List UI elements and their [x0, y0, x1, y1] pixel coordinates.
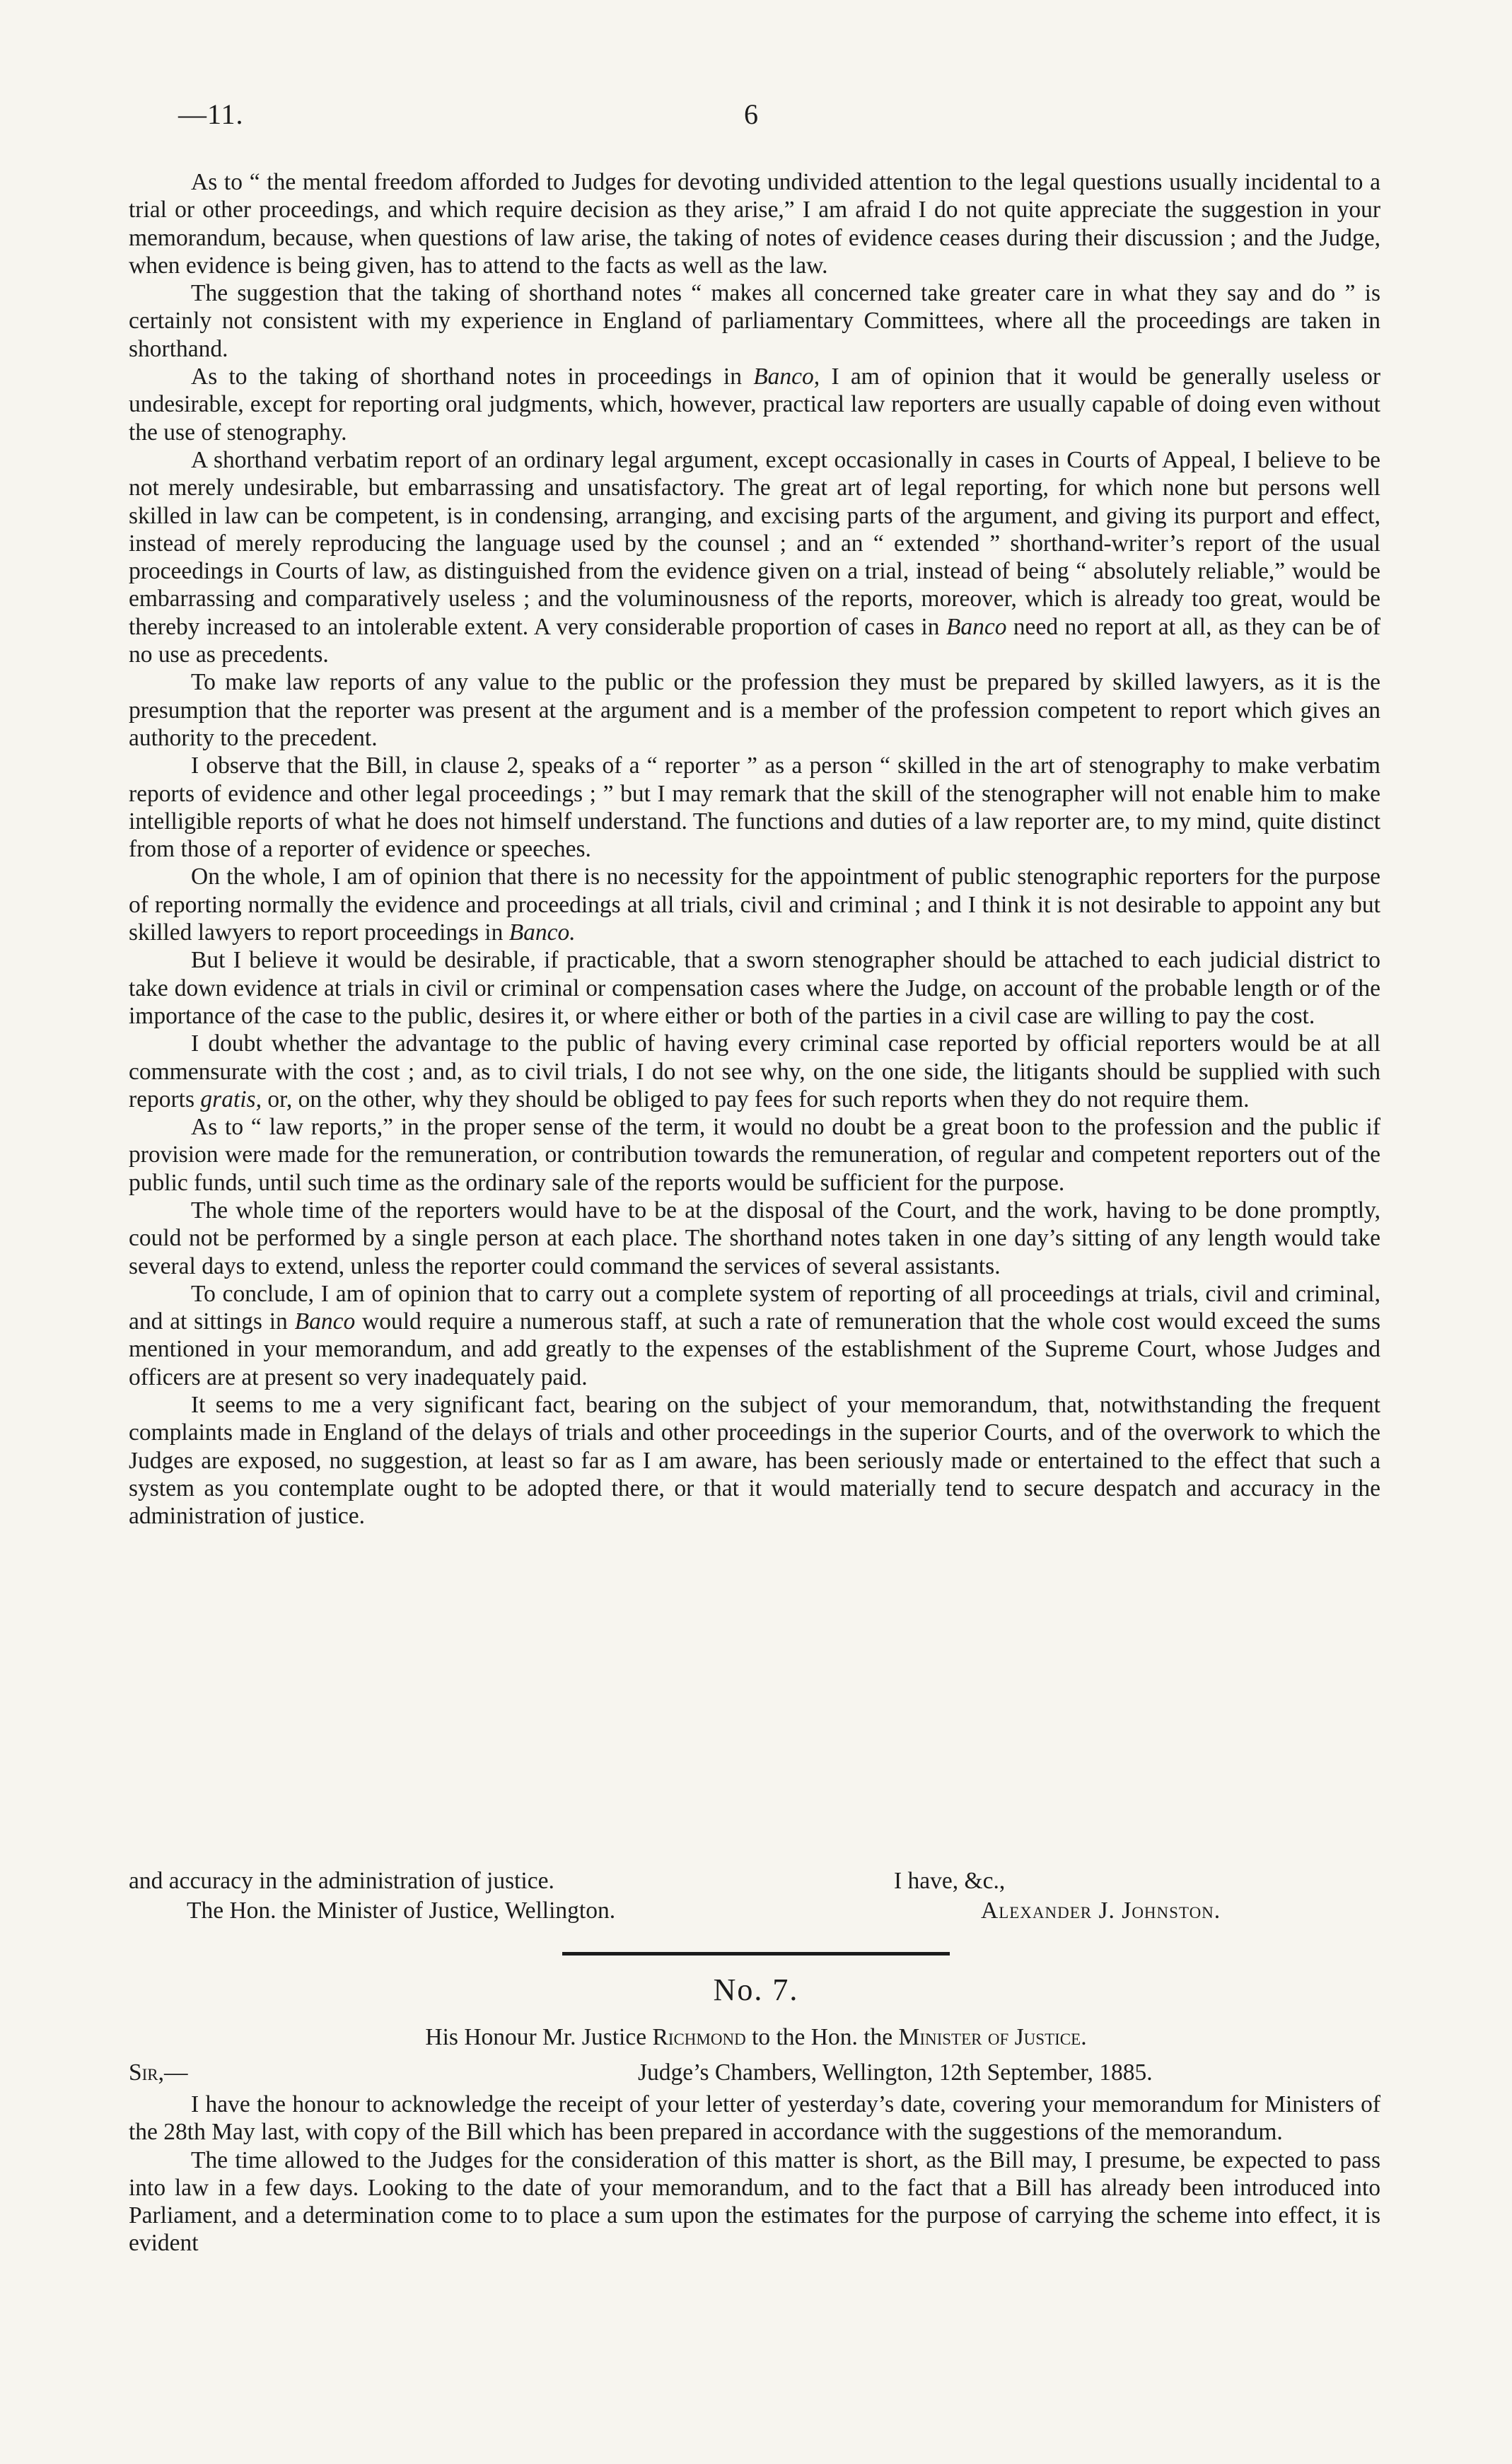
recipient-title: Minister of Justice [898, 2024, 1081, 2050]
paragraph: I observe that the Bill, in clause 2, speaks of a “ reporter ” as a person “ skilled in the art of stenography to make verbatim reports of evidence and other legal proceedings ; ” but I may remark that the skill of the stenographer will not enable him to make intelligible reports of what he does not himself understand. The functions and duties of a law reporter are, to my mind, quite distinct from those of a reporter of evidence or speeches. [129, 752, 1380, 863]
letter-body [129, 2091, 1380, 2257]
paragraph: It seems to me a very significant fact, bearing on the subject of your memorandum, that, notwithstanding the frequent complaints made in England of the delays of trials and other proceedings in the superior Courts, and of the overwork to which the Judges are exposed, no suggestion, at least so far as I am aware, has been seriously made or entertained to the effect that such a system as you contemplate ought to be adopted there, or that it would materially tend to secure despatch and accuracy in the administration of justice. [129, 1392, 1380, 1530]
salutation-dateline [129, 2059, 1380, 2089]
paragraph: As to “ the mental freedom afforded to Judges for devoting undivided attention to the legal questions usually incidental to a trial or other proceedings, and which require decision as they arise,” I am afraid I do not quite appreciate the suggestion in your memorandum, because, when questions of law arise, the taking of notes of evidence ceases during their discussion ; and the Judge, when evidence is being given, has to attend to the facts as well as the law. [129, 169, 1380, 279]
addressee: The Hon. the Minister of Justice, Wellington. [187, 1898, 616, 1924]
paragraph: The time allowed to the Judges for the consideration of this matter is short, as the Bill may, I presume, be expected to pass into law in a few days. Looking to the date of your memorandum, and to the fact that a Bill has already been introduced into Parliament, and a determination come to to place a sum upon the estimates for the purpose of carrying the scheme into effect, it is evident [129, 2146, 1380, 2257]
document-reference: —11. [178, 98, 244, 130]
paragraph: The whole time of the reporters would have to be at the disposal of the Court, and the work, having to be done promptly, could not be performed by a single person at each place. The shorthand notes taken in one day’s sitting of any length would take several days to extend, unless the reporter could command the services of several assistants. [129, 1197, 1380, 1279]
running-header [0, 98, 1512, 140]
dateline: Judge’s Chambers, Wellington, 12th September, 1885. [638, 2059, 1153, 2086]
italic-term: Banco. [508, 919, 576, 946]
section-heading: No. 7. [713, 1972, 799, 2007]
italic-term: gratis, [200, 1086, 262, 1112]
paragraph: But I believe it would be desirable, if practicable, that a sworn stenographer should be attached to each judicial district to take down evidence at trials in civil or criminal or compensation cases where the Judge, on account of the probable length or of the importance of the case to the public, desires it, or where either or both of the parties in a civil case are willing to pay the cost. [129, 947, 1380, 1029]
paragraph: As to “ law reports,” in the proper sense of the term, it would no doubt be a great boon to the profession and the public if provision were made for the remuneration, or contribution towards the remuneration, of regular and competent reporters out of the public funds, until such time as the ordinary sale of the reports would be sufficient for the purpose. [129, 1114, 1380, 1196]
salutation: Sir,— [129, 2059, 188, 2086]
memorandum-reply-body [129, 168, 1380, 1530]
closing-text: and accuracy in the administration of justice. [129, 1868, 554, 1894]
letter-subheading: His Honour Mr. Justice Richmond to the Hon. the Minister of Justice. [425, 2024, 1087, 2050]
paragraph: To make law reports of any value to the public or the profession they must be prepared by skilled lawyers, as it is the presumption that the reporter was present at the argument and is a member of the profession competent to report which gives an authority to the precedent. [129, 669, 1380, 751]
italic-term: Banco [946, 613, 1007, 640]
signature: Alexander J. Johnston. [981, 1898, 1221, 1924]
paragraph: The suggestion that the taking of shorthand notes “ makes all concerned take greater care in what they say and do ” is certainly not consistent with my experience in England of parliamentary Committees, where all the proceedings are taken in shorthand. [129, 280, 1380, 362]
paragraph: On the whole, I am of opinion that there is no necessity for the appointment of public stenographic reporters for the purpose of reporting normally the evidence and proceedings at all trials, civil and criminal ; and I think it is not desirable to appoint any but skilled lawyers to report proceedings in Banco. [129, 864, 1380, 946]
valediction: I have, &c., [894, 1868, 1006, 1894]
page-number: 6 [744, 98, 758, 130]
italic-term: Banco [294, 1308, 356, 1335]
paragraph: A shorthand verbatim report of an ordinary legal argument, except occasionally in cases in Courts of Appeal, I believe to be not merely undesirable, but embarrassing and unsatisfactory. The great art of legal reporting, for which none but persons well skilled in law can be competent, is in condensing, arranging, and excising parts of the argument, and giving its purport and effect, instead of merely reproducing the language used by the counsel ; and an “ extended ” shorthand-writer’s report of the usual proceedings in Courts of law, as distinguished from the evidence given on a trial, instead of being “ absolutely reliable,” would be embarrassing and comparatively useless ; and the voluminousness of the reports, moreover, which is already too great, would be thereby increased to an intolerable extent. A very considerable proportion of cases in Banco need no report at all, as they can be of no use as precedents. [129, 446, 1380, 668]
paragraph: As to the taking of shorthand notes in proceedings in Banco, I am of opinion that it would be generally useless or undesirable, except for reporting oral judgments, which, however, practical law reporters are usually capable of doing even without the use of stenography. [129, 364, 1381, 446]
paragraph: To conclude, I am of opinion that to carry out a complete system of reporting of all proceedings at trials, civil and criminal, and at sittings in Banco would require a numerous staff, at such a rate of remuneration that the whole cost would exceed the sums mentioned in your memorandum, and add greatly to the expenses of the establishment of the Supreme Court, whose Judges and officers are at present so very inadequately paid. [129, 1280, 1381, 1390]
judge-name: Richmond [652, 2024, 746, 2050]
paragraph: I have the honour to acknowledge the receipt of your letter of yesterday’s date, covering your memorandum for Ministers of the 28th May last, with copy of the Bill which has been prepared in accordance with the suggestions of the memorandum. [129, 2091, 1380, 2146]
section-divider [562, 1952, 950, 1955]
italic-term: Banco, [753, 364, 820, 390]
paragraph: I doubt whether the advantage to the public of having every criminal case reported by official reporters would be at all commensurate with the cost ; and, as to civil trials, I do not see why, on the one side, the litigants should be supplied with such reports gratis, or, on the other, why they should be obliged to pay fees for such reports when they do not require them. [129, 1030, 1380, 1112]
